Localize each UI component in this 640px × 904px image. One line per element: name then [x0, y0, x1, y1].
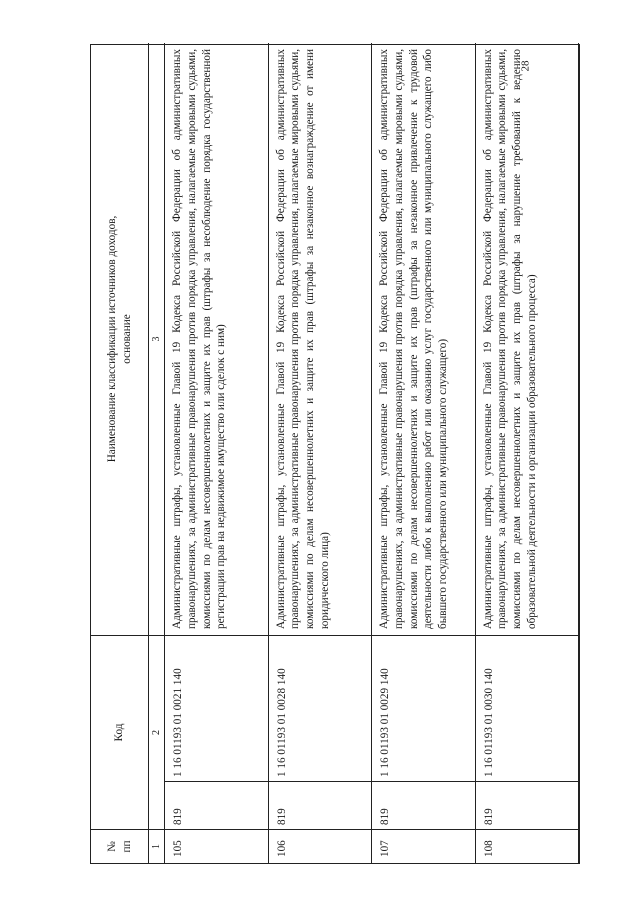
column-number-1: 1 [149, 829, 165, 863]
column-number-2: 2 [149, 635, 165, 829]
row-admin-code: 819 [476, 781, 580, 829]
row-admin-code: 819 [372, 781, 476, 829]
row-number: 105 [165, 829, 269, 863]
row-description: Административные штрафы, установленные Главой 19 Кодекса Российской Федерации об административных правонарушениях, за административные правонарушения против порядка управления, налагаемые мировыми судьями, комиссиями по делам несовершеннолетних и защите их прав (штрафы за несоблюдение порядка государственной регистрации прав на недвижимое имущество или сделок с ним) [165, 43, 269, 635]
row-description: Административные штрафы, установленные Главой 19 Кодекса Российской Федерации об административных правонарушениях, за административные правонарушения против порядка управления, налагаемые мировыми судьями, комиссиями по делам несовершеннолетних и защите их прав (штрафы за нарушение требований к ведению образовательной деятельности и организации образовательного процесса) [476, 43, 580, 635]
page-number: 28 [519, 60, 532, 72]
row-description: Административные штрафы, установленные Главой 19 Кодекса Российской Федерации об административных правонарушениях, за административные правонарушения против порядка управления, налагаемые мировыми судьями, комиссиями по делам несовершеннолетних и защите их прав (штрафы за незаконное вознаграждение от имени юридического лица) [269, 43, 373, 635]
revenue-classification-table [90, 44, 580, 864]
row-number: 106 [269, 829, 373, 863]
header-name: Наименование классификации источников доходов, основание [91, 43, 149, 635]
row-classification-code: 1 16 01193 01 0021 140 [165, 635, 269, 781]
column-number-3: 3 [149, 43, 165, 635]
row-classification-code: 1 16 01193 01 0030 140 [476, 635, 580, 781]
row-number: 107 [372, 829, 476, 863]
header-code: Код [91, 635, 149, 829]
row-number: 108 [476, 829, 580, 863]
row-admin-code: 819 [165, 781, 269, 829]
row-classification-code: 1 16 01193 01 0029 140 [372, 635, 476, 781]
row-admin-code: 819 [269, 781, 373, 829]
row-description: Административные штрафы, установленные Главой 19 Кодекса Российской Федерации об административных правонарушениях, за административные правонарушения против порядка управления, налагаемые мировыми судьями, комиссиями по делам несовершеннолетних и защите их прав (штрафы за незаконное привлечение к трудовой деятельности либо к выполнению работ или оказанию услуг государственного или муниципального служащего либо бывшего государственного или муниципального служащего) [372, 43, 476, 635]
row-classification-code: 1 16 01193 01 0028 140 [269, 635, 373, 781]
header-number: № пп [91, 829, 149, 863]
